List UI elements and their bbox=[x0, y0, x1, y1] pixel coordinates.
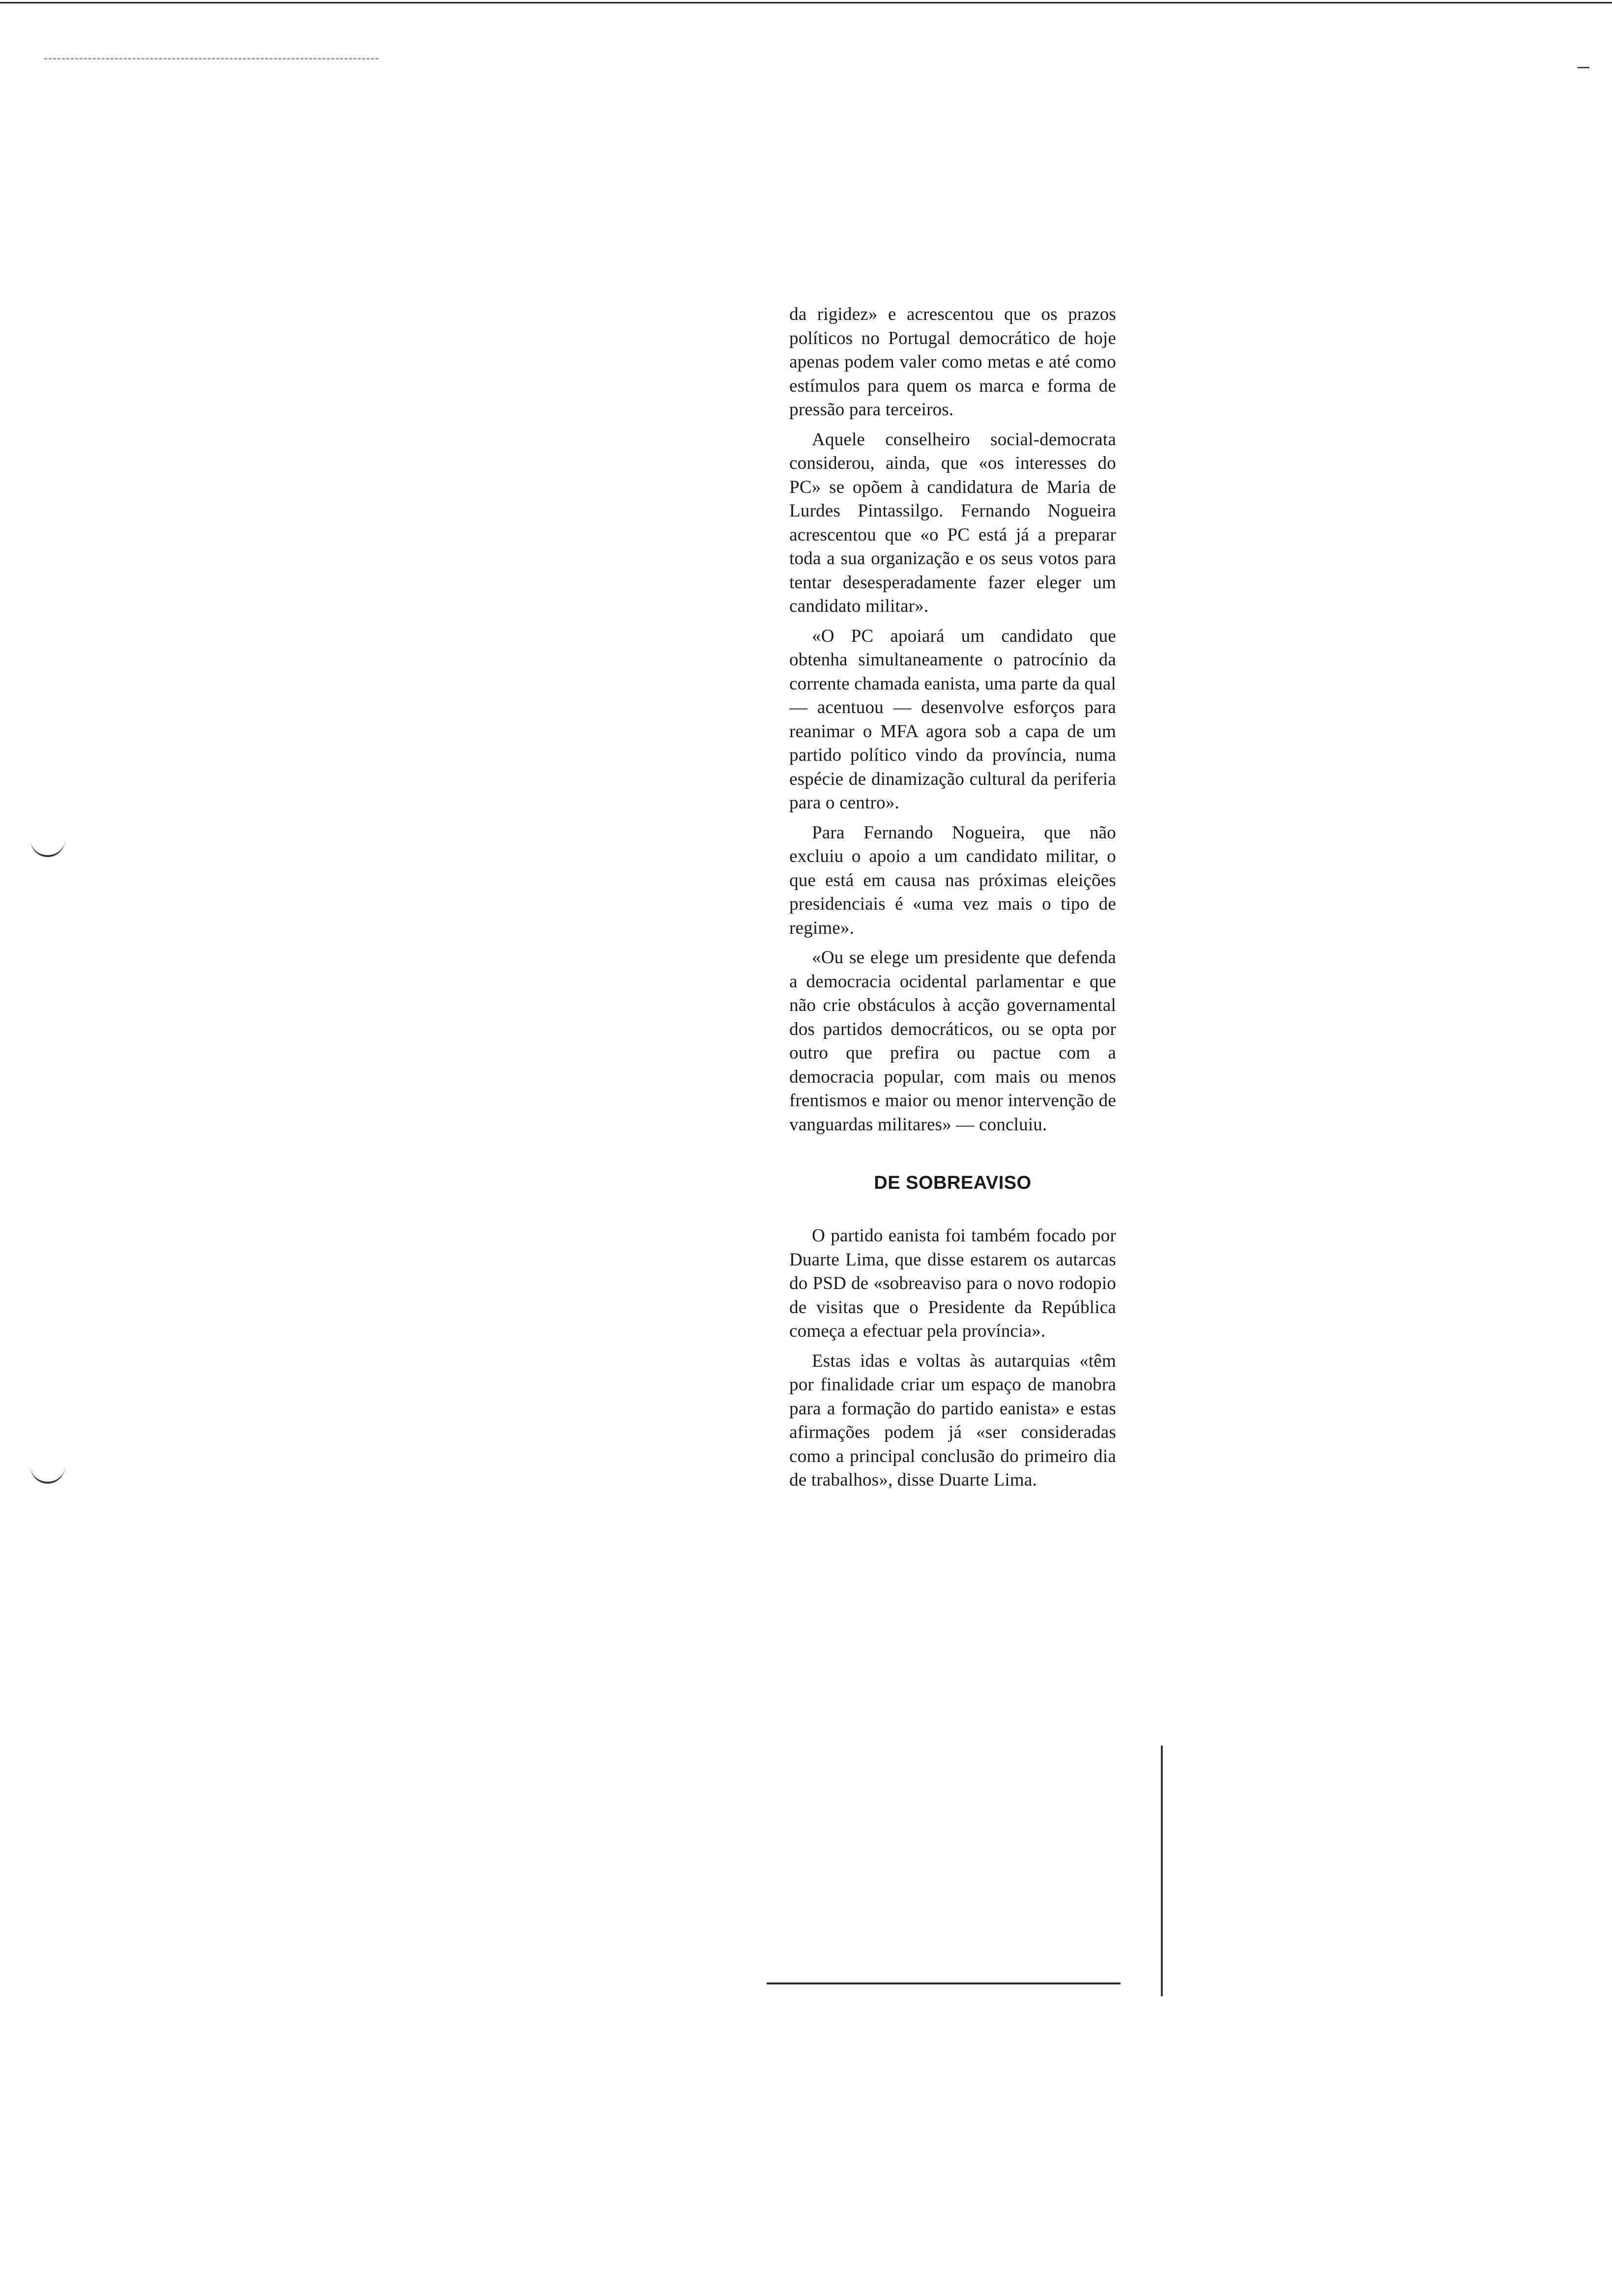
article-paragraph-5: «Ou se elege um presidente que defenda a democracia ocidental parlamentar e que não crie obstáculos à acção governamental dos partidos democráticos, ou se opta por outro que prefira ou pactue com a democracia popular, com mais ou menos frentismos e maior ou menor intervenção de vanguardas militares» — concluiu. bbox=[789, 947, 1116, 1135]
newspaper-column bbox=[789, 303, 1116, 1498]
column-bottom-rule bbox=[767, 1982, 1121, 1984]
article-paragraph-3: «O PC apoiará um candidato que obtenha simultaneamente o patrocínio da corrente chamada eanista, uma parte da qual — acentuou — desenvolve esforços para reanimar o MFA agora sob a capa de um partido político vindo da província, numa espécie de dinamização cultural da periferia para o centro». bbox=[789, 626, 1117, 813]
article-paragraph-1: da rigidez» e acrescentou que os prazos políticos no Portugal democrático de hoje apenas podem valer como metas e até como estímulos para quem os marca e forma de pressão para terceiros. bbox=[789, 304, 1116, 420]
section-heading: DE SOBREAVISO bbox=[874, 1173, 1032, 1193]
article-paragraph-4: Para Fernando Nogueira, que não excluiu o apoio a um candidato militar, o que está em causa nas próximas eleições presidenciais é «uma vez mais o tipo de regime». bbox=[789, 822, 1116, 938]
scan-top-edge-rule bbox=[0, 2, 1612, 3]
article-paragraph-2: Aquele conselheiro social-democrata considerou, ainda, que «os interesses do PC» se opõem à candidatura de Maria de Lurdes Pintassilgo. Fernando Nogueira acrescentou que «o PC está já a preparar toda a sua organização e os seus votos para tentar desesperadamente fazer eleger um candidato militar». bbox=[789, 429, 1116, 616]
scan-noise-dash bbox=[44, 58, 378, 59]
scan-noise-mark bbox=[1578, 67, 1589, 68]
binder-hole-mark-lower bbox=[30, 1462, 65, 1484]
binder-hole-mark-upper bbox=[30, 835, 65, 857]
section-paragraph-2: Estas idas e voltas às autarquias «têm por finalidade criar um espaço de manobra para a formação do partido eanista» e estas afirmações podem já «ser consideradas como a principal conclusão do primeiro dia de trabalhos», disse Duarte Lima. bbox=[789, 1350, 1116, 1490]
column-right-rule bbox=[1161, 1746, 1163, 1996]
section-paragraph-1: O partido eanista foi também focado por Duarte Lima, que disse estarem os autarcas do PSD de «sobreaviso para o novo rodopio de visitas que o Presidente da República começa a efectuar pela província». bbox=[789, 1226, 1116, 1341]
